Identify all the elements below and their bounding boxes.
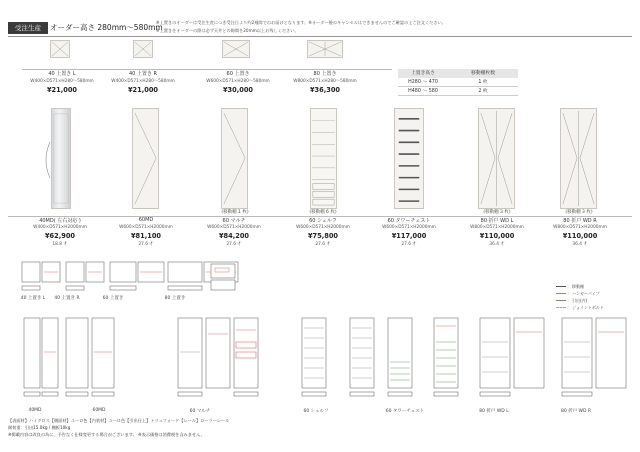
drawing-label-upper-60: 60 上置き (102, 296, 124, 301)
unit-60md-size: W600×D571×H2000mm (119, 225, 173, 230)
legend-swatch-shelf (556, 286, 566, 287)
legend-item (556, 290, 636, 297)
upper-unit-60-image (222, 40, 250, 58)
legend-text: ：移動棚 (568, 283, 584, 289)
unit-80-wd-l-image (478, 108, 515, 209)
drawing-label-80-wd-r: 80 折戸 WD R (560, 409, 592, 414)
unit-80-wd-r-note: (移動棚 3 枚) (565, 210, 593, 215)
unit-80-wd-l-size: W800×D571×H2000mm (470, 225, 524, 230)
drawing-label-60-tower: 60 タワーチェスト (385, 409, 425, 414)
unit-technical-drawings (10, 312, 630, 412)
shelf-table-cell: 1 枚 (478, 80, 488, 85)
upper-unit-40R-image (133, 40, 153, 58)
upper-price-80: ¥36,300 (309, 86, 341, 94)
unit-60-shelf-note: (移動棚 6 枚) (309, 210, 337, 215)
upper-size-40R: W400×D571×H280〜580mm (111, 79, 175, 84)
door-swing-arrow-icon (40, 140, 52, 180)
unit-60-tower-volume: 27.6 才 (401, 242, 417, 247)
unit-60-shelf-name: 60 シェルフ (309, 218, 337, 224)
upper-unit-80-image (307, 40, 343, 58)
legend-text: ：ハンガーパイプ (568, 290, 600, 296)
unit-40md-price: ¥62,900 (44, 232, 76, 240)
unit-60md-name: 60MD (138, 217, 154, 223)
unit-60md-price: ¥81,100 (130, 232, 162, 240)
unit-80-wd-l-note: (移動棚 3 枚) (483, 210, 511, 215)
drawing-label-40md: 40MD (28, 408, 42, 413)
upper-unit-40L-image (50, 40, 70, 58)
upper-price-40R: ¥21,000 (127, 86, 159, 94)
shelf-table-cell: 2 枚 (478, 89, 488, 94)
shelf-table-cell: H280 〜 470 (408, 80, 438, 85)
footer-disclaimer: ※掲載内容は改良の為に、予告なく仕様変更する場合がございます。 ※表示価格は消費税を含みません。 (8, 432, 205, 437)
drawing-label-upper-40L: 40 上置き L (20, 296, 46, 301)
header-note-1: ※上置きのオーダーは受注生産につき受注日より約2週間でのお届けとなります。※オーダー後のキャンセルはできませんのでご確認の上ご注文ください。 (156, 20, 446, 25)
header-note-2: ※上置きをオーダーの際は必ず天井との隙間を20mm以上お残しください。 (156, 28, 299, 33)
upper-name-60: 60 上置き (226, 71, 250, 77)
upper-size-40L: W400×D571×H280〜580mm (30, 79, 94, 84)
upper-size-60: W600×D571×H280〜580mm (206, 79, 270, 84)
page-title: オーダー高さ 280mm〜580mm (50, 23, 163, 32)
legend (556, 283, 636, 311)
footer-load: 耐荷重：引出15.0kg / 棚板10kg (8, 425, 71, 430)
upper-price-40L: ¥21,000 (46, 86, 78, 94)
legend-swatch-hanger (556, 293, 566, 294)
order-badge: 受注生産 (8, 22, 48, 34)
unit-80-wd-l-name: 80 折戸 WD L (480, 218, 514, 224)
upper-size-80: W800×D571×H280〜580mm (293, 79, 357, 84)
unit-80-wd-r-price: ¥110,000 (562, 232, 598, 240)
footer-materials: 【表面材】ハイグロス【側面材】ユーロ色【内装材】ユーロ色【引出仕上】トリュフォード【レール】ローラーレール (8, 418, 230, 423)
unit-80-wd-r-volume: 36.4 才 (572, 242, 588, 247)
unit-80-wd-r-name: 80 折戸 WD R (563, 218, 597, 224)
unit-60-tower-size: W600×D571×H2000mm (382, 225, 436, 230)
upper-price-60: ¥30,000 (222, 86, 254, 94)
unit-60md-image (132, 108, 159, 209)
unit-60-multi-image (221, 108, 248, 209)
drawing-label-upper-80: 80 上置き (164, 296, 186, 301)
unit-60-multi-name: 60 マルチ (222, 218, 246, 224)
unit-60-shelf-size: W600×D571×H2000mm (296, 225, 350, 230)
unit-60-shelf-price: ¥75,800 (307, 232, 339, 240)
legend-swatch-bolt (556, 307, 566, 308)
shelf-table-cell: H480 〜 580 (408, 89, 438, 94)
legend-item (556, 297, 636, 304)
legend-item (556, 283, 636, 290)
shelf-table-header-height: 上置き高さ (411, 71, 435, 76)
unit-60-shelf-image (310, 108, 337, 209)
unit-60-tower-name: 60 タワーチェスト (387, 218, 431, 224)
shelf-table (398, 69, 518, 96)
unit-60-multi-note: (移動棚 1 枚) (221, 210, 249, 215)
unit-80-wd-r-size: W800×D571×H2000mm (553, 225, 607, 230)
drawing-label-60-shelf: 60 シェルフ (303, 409, 329, 414)
unit-60-multi-price: ¥84,200 (218, 232, 250, 240)
legend-text: ：引出(内) (568, 297, 588, 303)
header-rule (8, 36, 632, 37)
unit-80-wd-r-image (560, 108, 597, 209)
unit-40md-size: W400×D571×H2000mm (33, 225, 87, 230)
unit-80-wd-l-volume: 36.4 才 (489, 242, 505, 247)
legend-swatch-drawer (556, 300, 566, 301)
drawing-label-80-wd-l: 80 折戸 WD L (479, 409, 509, 414)
upper-name-40L: 40 上置き L (48, 71, 76, 77)
upper-name-40R: 40 上置き R (128, 71, 157, 77)
unit-60-shelf-volume: 27.6 才 (315, 242, 331, 247)
unit-60-multi-size: W600×D571×H2000mm (207, 225, 261, 230)
upper-unit-section-drawing (209, 262, 239, 294)
unit-60-tower-price: ¥117,000 (391, 232, 427, 240)
legend-item (556, 304, 636, 311)
unit-80-wd-l-price: ¥110,000 (479, 232, 515, 240)
drawing-label-60-multi: 60 マルチ (189, 409, 211, 414)
unit-40md-name: 40MD( 左右対応 ) (39, 218, 81, 224)
unit-40md-volume: 18.8 才 (52, 242, 68, 247)
unit-60-multi-volume: 27.6 才 (226, 242, 242, 247)
unit-60md-volume: 27.6 才 (138, 242, 154, 247)
unit-60-tower-chest-image (394, 108, 424, 209)
unit-40md-image (51, 108, 71, 209)
drawing-label-60md: 60MD (92, 408, 106, 413)
drawing-label-upper-40R: 40 上置き R (54, 296, 80, 301)
upper-name-80: 80 上置き (313, 71, 337, 77)
legend-text: ：ジョイントボルト (568, 304, 604, 310)
shelf-table-header-count: 移動棚枚数 (471, 71, 495, 76)
